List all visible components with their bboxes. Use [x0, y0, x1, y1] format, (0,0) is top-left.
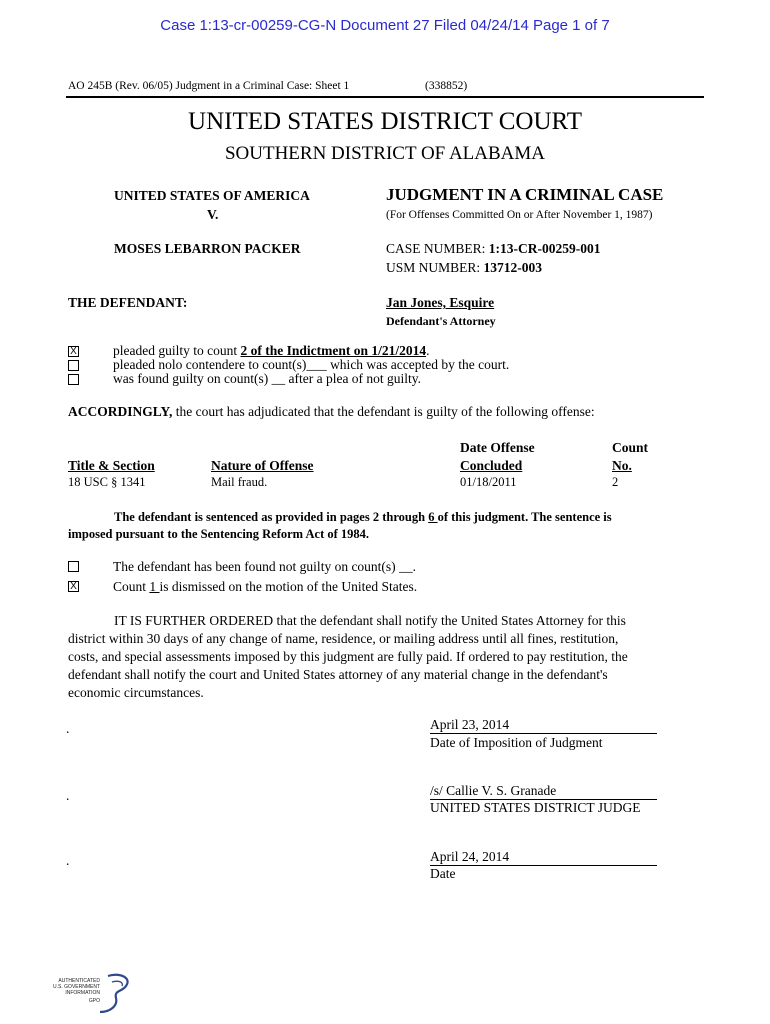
offense-count: 2	[612, 475, 619, 489]
plea-found-guilty-checkbox[interactable]	[68, 374, 79, 385]
case-number-value: 1:13-CR-00259-001	[488, 241, 601, 256]
judgment-title: JUDGMENT IN A CRIMINAL CASE	[386, 185, 664, 204]
further-ordered-line-5: economic circumstances.	[68, 685, 204, 700]
signature-dot: .	[66, 721, 70, 736]
plea-nolo-checkbox[interactable]	[68, 360, 79, 371]
usm-number-value: 13712-003	[483, 260, 543, 275]
disposition-suffix: .	[412, 559, 416, 574]
the-defendant-label: THE DEFENDANT:	[68, 295, 188, 310]
seal-text-line: GPO	[88, 998, 100, 1004]
seal-text-line: AUTHENTICATED	[58, 978, 100, 984]
disposition-prefix: The defendant has been found not guilty on count(s)	[113, 559, 400, 574]
seal-text-line: U.S. GOVERNMENT	[53, 984, 100, 990]
plea-text-suffix: .	[426, 343, 430, 358]
disposition-value: 1	[149, 579, 160, 594]
header-concluded: Concluded	[460, 458, 523, 473]
judgment-subtitle: (For Offenses Committed On or After November 1, 1987)	[386, 209, 653, 221]
further-ordered-line-4: defendant shall notify the court and United States attorney of any material change in the defendant's	[68, 667, 608, 682]
defendant-name: MOSES LEBARRON PACKER	[114, 241, 301, 256]
signed-date-label: Date	[430, 866, 456, 881]
disposition-value: __	[399, 559, 413, 574]
case-number-label: CASE NUMBER:	[386, 241, 486, 256]
form-number: (338852)	[425, 80, 468, 92]
not-guilty-checkbox[interactable]	[68, 561, 79, 572]
header-count: Count	[612, 440, 649, 455]
imposition-date-label: Date of Imposition of Judgment	[430, 735, 603, 750]
form-id: AO 245B (Rev. 06/05) Judgment in a Criminal Case: Sheet 1	[68, 80, 350, 92]
seal-text-line: INFORMATION	[65, 990, 100, 996]
plea-text-suffix: which was accepted by the court.	[326, 357, 510, 372]
header-nature: Nature of Offense	[211, 458, 314, 473]
usm-number-label: USM NUMBER:	[386, 260, 481, 275]
further-ordered-line-1: IT IS FURTHER ORDERED that the defendant shall notify the United States Attorney for this	[114, 613, 626, 628]
versus-label: V.	[207, 207, 219, 222]
further-ordered-line-2: district within 30 days of any change of name, residence, or mailing address until all fines, restitution,	[68, 631, 619, 646]
gpo-authenticated-seal	[40, 972, 135, 1016]
usm-number-row	[386, 260, 542, 276]
sentence-pages: 6	[428, 510, 438, 524]
signature-dot: .	[66, 853, 70, 868]
further-ordered-line-3: costs, and special assessments imposed by this judgment are fully paid. If ordered to pay restitution, the	[68, 649, 628, 664]
plea-guilty-checkbox[interactable]: X	[68, 346, 79, 357]
attorney-name: Jan Jones, Esquire	[386, 295, 495, 310]
disposition-prefix: Count	[113, 579, 150, 594]
dismissed-checkbox[interactable]: X	[68, 581, 79, 592]
signature-line	[430, 733, 657, 734]
sentence-text-a: The defendant is sentenced as provided in pages 2 through	[114, 510, 429, 524]
offense-title-section: 18 USC § 1341	[68, 475, 146, 489]
offense-nature: Mail fraud.	[211, 475, 268, 489]
accordingly-statement	[68, 404, 595, 420]
offense-date: 01/18/2011	[460, 475, 517, 489]
signature-line	[430, 865, 657, 866]
sentence-text-b: of this judgment. The sentence is	[437, 510, 612, 524]
plea-count-value: 2 of the Indictment on 1/21/2014	[240, 343, 427, 358]
plea-count-value: __	[271, 371, 286, 386]
imposition-date: April 23, 2014	[430, 717, 510, 732]
plaintiff-name: UNITED STATES OF AMERICA	[114, 188, 310, 203]
plea-text-prefix: was found guilty on count(s)	[113, 371, 272, 386]
disposition-suffix: is dismissed on the motion of the United States.	[159, 579, 418, 594]
attorney-label: Defendant's Attorney	[386, 314, 496, 328]
judge-signature: /s/ Callie V. S. Granade	[430, 783, 557, 798]
plea-text-suffix: after a plea of not guilty.	[285, 371, 422, 386]
sentence-line-2: imposed pursuant to the Sentencing Reform Act of 1984.	[68, 527, 370, 541]
plea-text-prefix: pleaded nolo contendere to count(s)	[113, 357, 307, 372]
judge-title: UNITED STATES DISTRICT JUDGE	[430, 800, 641, 815]
header-title-section: Title & Section	[68, 458, 155, 473]
header-date-offense: Date Offense	[460, 440, 535, 455]
header-rule	[66, 96, 704, 98]
case-number-row	[386, 241, 601, 257]
signed-date: April 24, 2014	[430, 849, 510, 864]
district-name: SOUTHERN DISTRICT OF ALABAMA	[224, 143, 546, 164]
filing-stamp-header: Case 1:13-cr-00259-CG-N Document 27 Filed 04/24/14 Page 1 of 7	[160, 17, 610, 34]
plea-found-guilty-text	[113, 371, 421, 387]
header-count-no: No.	[612, 458, 632, 473]
dismissed-text	[113, 579, 417, 595]
plea-count-value: ___	[306, 357, 327, 372]
accordingly-bold: ACCORDINGLY,	[68, 404, 173, 419]
sentence-line-1	[114, 510, 612, 525]
plea-text-prefix: pleaded guilty to count	[113, 343, 241, 358]
accordingly-text: the court has adjudicated that the defendant is guilty of the following offense:	[172, 404, 595, 419]
not-guilty-text	[113, 559, 416, 575]
signature-dot: .	[66, 788, 70, 803]
court-title: UNITED STATES DISTRICT COURT	[188, 108, 582, 135]
